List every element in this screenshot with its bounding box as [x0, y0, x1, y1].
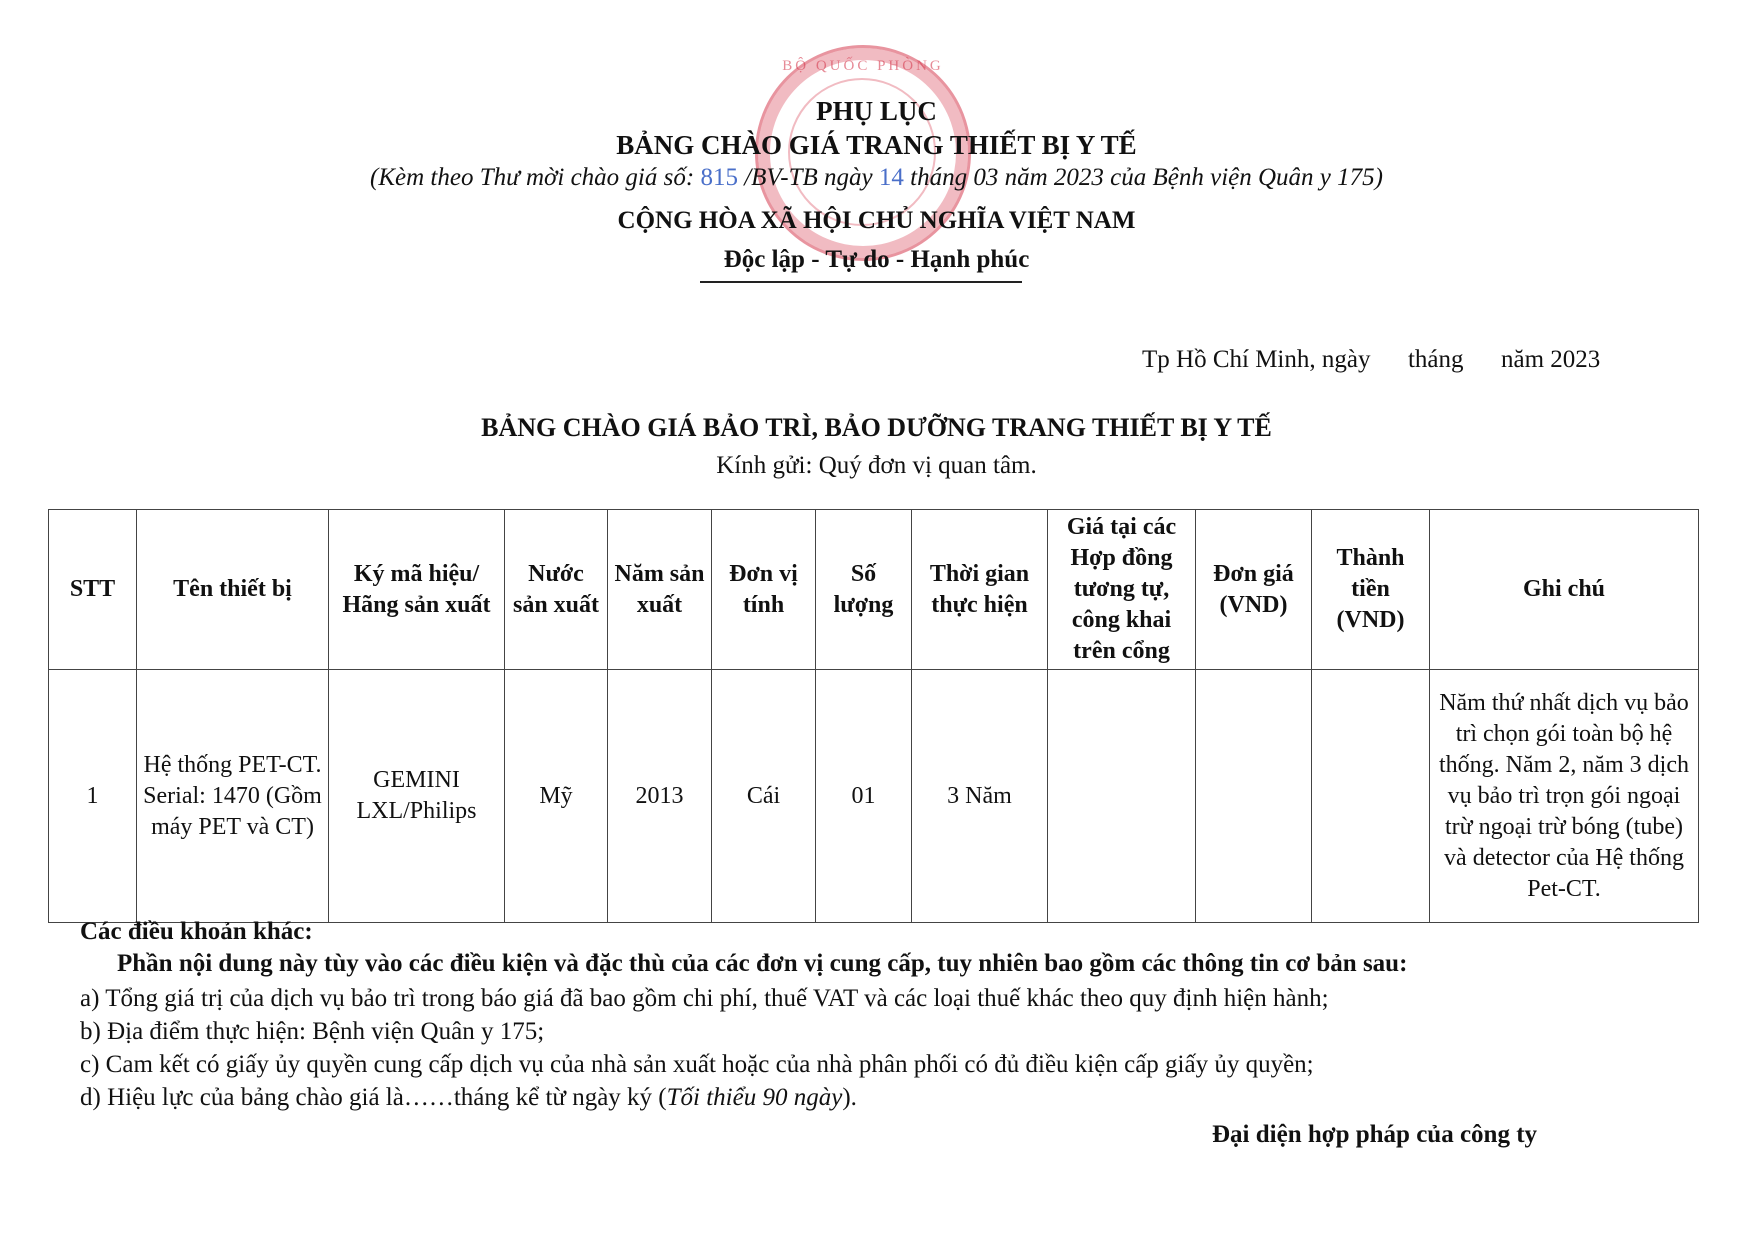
reference-prefix: (Kèm theo Thư mời chào giá số:	[370, 164, 701, 191]
cell-model-manufacturer: GEMINI LXL/Philips	[329, 670, 505, 923]
document-title: BẢNG CHÀO GIÁ BẢO TRÌ, BẢO DƯỠNG TRANG THIẾT BỊ Y TẾ	[481, 413, 1272, 442]
terms-intro: Phần nội dung này tùy vào các điều kiện và đặc thù của các đơn vị cung cấp, tuy nhiên bao gồm các thông tin cơ bản sau:	[117, 950, 1408, 977]
term-a: a) Tổng giá trị của dịch vụ bảo trì trong báo giá đã bao gồm chi phí, thuế VAT và các loại thuế khác theo quy định hiện hành;	[80, 985, 1329, 1012]
term-d-prefix: d) Hiệu lực của bảng chào giá là……tháng kể từ ngày ký (	[80, 1084, 667, 1111]
header-device-name: Tên thiết bị	[137, 510, 329, 670]
cell-device-name: Hệ thống PET-CT. Serial: 1470 (Gồm máy PET và CT)	[137, 670, 329, 923]
term-d	[80, 1084, 857, 1112]
reference-line	[0, 164, 1753, 192]
header-model-manufacturer: Ký mã hiệu/ Hãng sản xuất	[329, 510, 505, 670]
header-duration: Thời gian thực hiện	[912, 510, 1048, 670]
handwritten-number: 815	[700, 164, 738, 191]
cell-quantity: 01	[816, 670, 912, 923]
cell-notes: Năm thứ nhất dịch vụ bảo trì chọn gói toàn bộ hệ thống. Năm 2, năm 3 dịch vụ bảo trì trọn gói ngoại trừ ngoại trừ bóng (tube) và detector của Hệ thống Pet-CT.	[1430, 670, 1699, 923]
salutation: Kính gửi: Quý đơn vị quan tâm.	[716, 452, 1037, 479]
term-d-suffix: ).	[842, 1084, 857, 1111]
header-stt: STT	[49, 510, 137, 670]
quote-table	[48, 509, 1699, 923]
handwritten-day: 14	[878, 164, 904, 191]
term-c: c) Cam kết có giấy ủy quyền cung cấp dịch vụ của nhà sản xuất hoặc của nhà phân phối có đủ điều kiện cấp giấy ủy quyền;	[80, 1051, 1314, 1078]
cell-unit-price	[1196, 670, 1312, 923]
quote-table-title: BẢNG CHÀO GIÁ TRANG THIẾT BỊ Y TẾ	[616, 130, 1137, 160]
table-header-row	[49, 510, 1699, 670]
header-year: Năm sản xuất	[608, 510, 712, 670]
header-quantity: Số lượng	[816, 510, 912, 670]
appendix-title: PHỤ LỤC	[816, 96, 937, 126]
national-title: CỘNG HÒA XÃ HỘI CHỦ NGHĨA VIỆT NAM	[617, 207, 1136, 234]
header-country: Nước sản xuất	[505, 510, 608, 670]
cell-similar-contract-price	[1048, 670, 1196, 923]
motto-underline	[700, 281, 1022, 283]
terms-heading: Các điều khoản khác:	[80, 918, 313, 945]
reference-suffix: tháng 03 năm 2023 của Bệnh viện Quân y 175)	[903, 164, 1383, 191]
table-row	[49, 670, 1699, 923]
national-motto: Độc lập - Tự do - Hạnh phúc	[723, 246, 1030, 273]
term-d-italic: Tối thiểu 90 ngày	[666, 1084, 843, 1111]
term-b: b) Địa điểm thực hiện: Bệnh viện Quân y 175;	[80, 1018, 545, 1045]
cell-stt: 1	[49, 670, 137, 923]
cell-year: 2013	[608, 670, 712, 923]
stamp-text: BỘ QUỐC PHÒNG	[782, 58, 944, 74]
cell-duration: 3 Năm	[912, 670, 1048, 923]
cell-unit: Cái	[712, 670, 816, 923]
cell-total	[1312, 670, 1430, 923]
header-unit-price: Đơn giá (VND)	[1196, 510, 1312, 670]
cell-country: Mỹ	[505, 670, 608, 923]
header-unit: Đơn vị tính	[712, 510, 816, 670]
header-notes: Ghi chú	[1430, 510, 1699, 670]
signer-title: Đại diện hợp pháp của công ty	[1212, 1121, 1538, 1148]
date-line: Tp Hồ Chí Minh, ngày tháng năm 2023	[1142, 346, 1601, 373]
header-similar-contract-price: Giá tại các Hợp đồng tương tự, công khai trên cổng	[1048, 510, 1196, 670]
header-total: Thành tiền (VND)	[1312, 510, 1430, 670]
reference-mid: /BV-TB ngày	[737, 164, 879, 191]
